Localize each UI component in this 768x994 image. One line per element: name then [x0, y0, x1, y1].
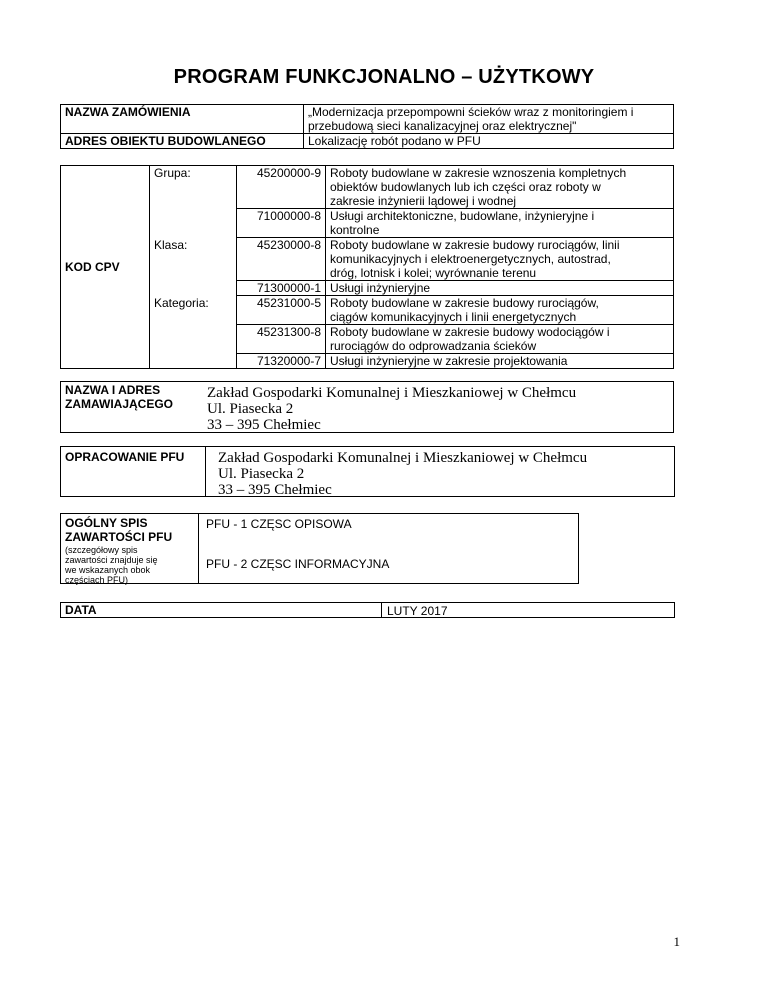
date-box	[60, 602, 675, 618]
cpv-code: 71300000-1	[237, 281, 326, 296]
contents-note-line: we wskazanych obok	[65, 565, 151, 575]
cpv-desc-line: Usługi architektoniczne, budowlane, inżynieryjne i	[330, 209, 595, 223]
cpv-desc-line: Roboty budowlane w zakresie budowy rurociągów,	[330, 296, 599, 310]
cpv-desc-line: zakresie inżynierii lądowej i wodnej	[330, 194, 517, 208]
cpv-table	[60, 165, 674, 369]
order-name-label: NAZWA ZAMÓWIENIA	[61, 105, 304, 134]
cpv-description	[326, 166, 674, 209]
cpv-desc-line: obiektów budowlanych lub ich części oraz roboty w	[330, 180, 601, 194]
cpv-desc-line: rurociągów do odprowadzania ścieków	[330, 339, 537, 353]
date-label-cell	[61, 603, 382, 617]
contents-note-line: zawartości znajduje się	[65, 555, 158, 565]
cpv-description	[326, 238, 674, 281]
address-value: Lokalizację robót podano w PFU	[304, 134, 674, 149]
cpv-desc-line: ciągów komunikacyjnych i linii energetycznych	[330, 310, 577, 324]
prepared-label-cell	[61, 447, 206, 496]
contents-note	[65, 545, 158, 585]
contents-label-cell	[61, 514, 199, 583]
prepared-city: 33 – 395 Chełmiec	[218, 482, 332, 498]
cpv-desc-line: Roboty budowlane w zakresie budowy rurociągów, linii	[330, 238, 620, 252]
cpv-category-class: Klasa:	[150, 238, 237, 296]
client-box	[60, 381, 674, 433]
prepared-street: Ul. Piasecka 2	[218, 466, 305, 482]
cpv-desc-line: kontrolne	[330, 223, 380, 237]
client-address	[207, 385, 576, 433]
date-label: DATA	[65, 603, 97, 617]
cpv-desc-line: komunikacyjnych i elektroenergetycznych, autostrad,	[330, 252, 611, 266]
cpv-code: 71320000-7	[237, 354, 326, 369]
cpv-code: 45230000-8	[237, 238, 326, 281]
prepared-name: Zakład Gospodarki Komunalnej i Mieszkaniowej w Chełmcu	[218, 450, 588, 466]
client-city: 33 – 395 Chełmiec	[207, 417, 321, 433]
prepared-address	[218, 450, 587, 498]
cpv-category-kategoria: Kategoria:	[150, 296, 237, 369]
cpv-code: 45231300-8	[237, 325, 326, 354]
contents-label-line: ZAWARTOŚCI PFU	[65, 530, 173, 544]
order-name-line-1: „Modernizacja przepompowni ścieków wraz z monitoringiem i	[308, 105, 634, 119]
order-name-value	[304, 105, 674, 134]
cpv-description	[326, 209, 674, 238]
contents-note-line: częściach PFU)	[65, 575, 129, 585]
client-label	[65, 383, 173, 411]
client-label-line: ZAMAWIAJĄCEGO	[65, 397, 173, 411]
contents-item-1: PFU - 1 CZĘSC OPISOWA	[206, 517, 352, 531]
cpv-desc-line: Usługi inżynieryjne	[330, 281, 431, 295]
date-value: LUTY 2017	[387, 604, 448, 618]
client-label-line: NAZWA I ADRES	[65, 383, 161, 397]
client-name: Zakład Gospodarki Komunalnej i Mieszkaniowej w Chełmcu	[207, 385, 577, 401]
cpv-description	[326, 281, 674, 296]
contents-note-line: (szczegółowy spis	[65, 545, 138, 555]
cpv-category-group: Grupa:	[150, 166, 237, 238]
page-number: 1	[673, 934, 680, 949]
page-title: PROGRAM FUNKCJONALNO – UŻYTKOWY	[173, 66, 595, 88]
cpv-desc-line: dróg, lotnisk i kolei; wyrównanie terenu	[330, 266, 537, 280]
order-name-line-2: przebudową sieci kanalizacyjnej oraz elektrycznej"	[308, 119, 577, 133]
contents-label-line: OGÓLNY SPIS	[65, 516, 148, 530]
client-street: Ul. Piasecka 2	[207, 401, 294, 417]
cpv-desc-line: Usługi inżynieryjne w zakresie projektowania	[330, 354, 568, 368]
prepared-box	[60, 446, 675, 497]
cpv-code: 45200000-9	[237, 166, 326, 209]
contents-box	[60, 513, 579, 584]
address-label: ADRES OBIEKTU BUDOWLANEGO	[61, 134, 304, 149]
contents-label	[65, 516, 172, 544]
contents-item-2: PFU - 2 CZĘSC INFORMACYJNA	[206, 557, 390, 571]
cpv-description	[326, 325, 674, 354]
order-header-table	[60, 104, 674, 149]
cpv-description	[326, 354, 674, 369]
cpv-code: 71000000-8	[237, 209, 326, 238]
cpv-desc-line: Roboty budowlane w zakresie budowy wodociągów i	[330, 325, 610, 339]
cpv-desc-line: Roboty budowlane w zakresie wznoszenia kompletnych	[330, 166, 627, 180]
cpv-code: 45231000-5	[237, 296, 326, 325]
prepared-label: OPRACOWANIE PFU	[65, 450, 185, 464]
cpv-label: KOD CPV	[61, 166, 150, 369]
cpv-description	[326, 296, 674, 325]
